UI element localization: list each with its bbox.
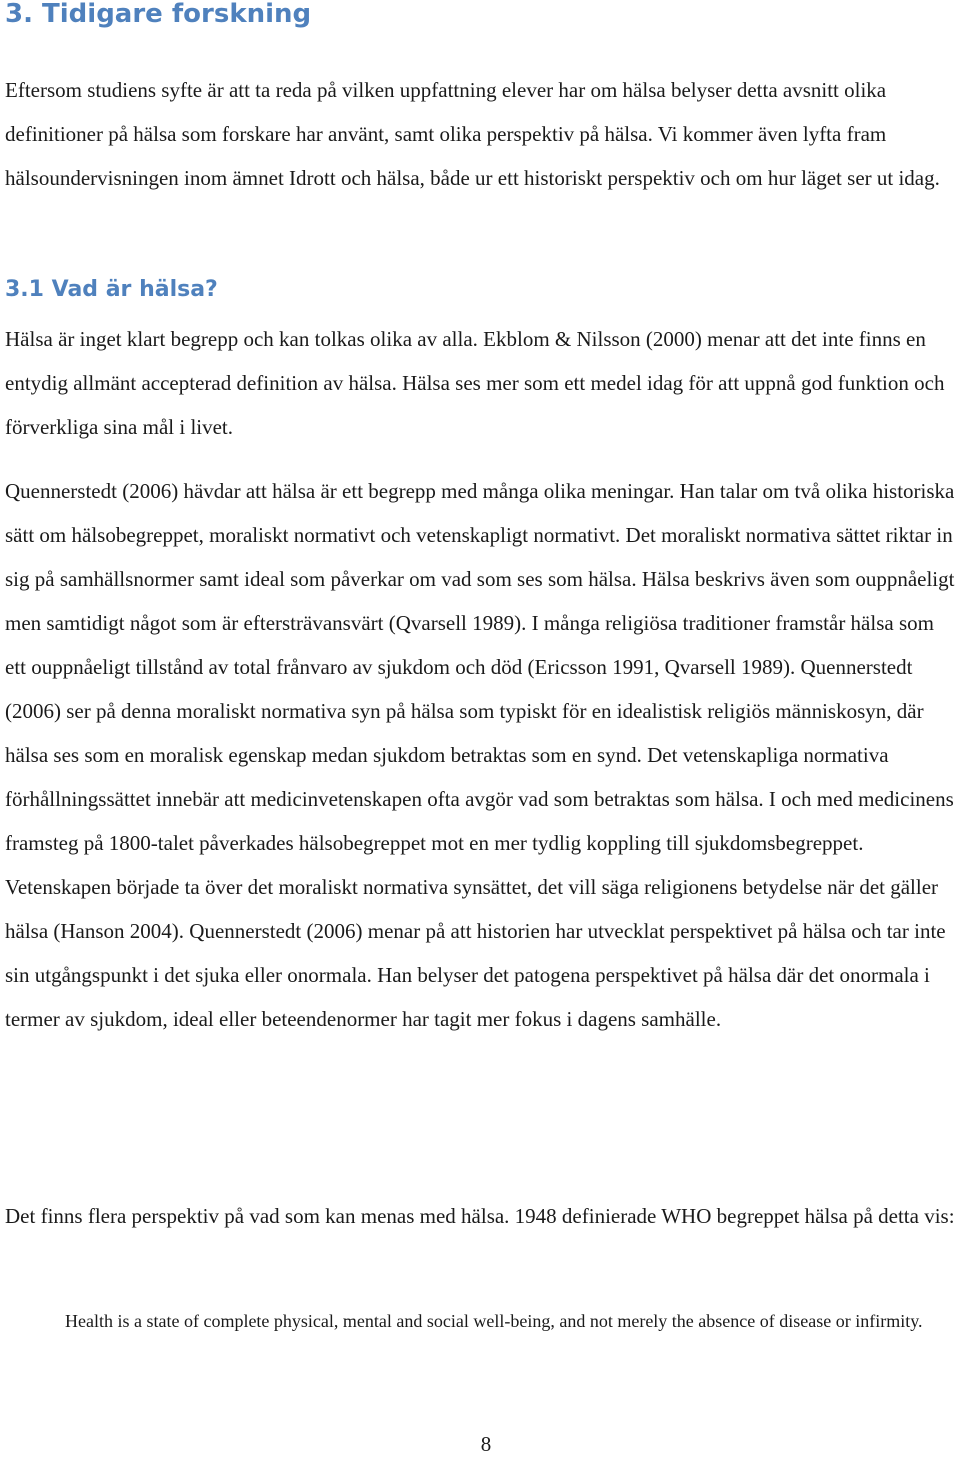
subsection-heading: 3.1 Vad är hälsa? — [5, 277, 218, 302]
page-number: 8 — [480, 1432, 492, 1456]
body-paragraph: Hälsa är inget klart begrepp och kan tolkas olika av alla. Ekblom & Nilsson (2000) menar att det inte finns en entydig allmänt accepterad definition av hälsa. Hälsa ses mer som ett medel idag för att uppnå god funktion och förverkliga sina mål i livet. — [5, 327, 945, 439]
block-quote: Health is a state of complete physical, mental and social well-being, and not merely the absence of disease or infirmity. — [65, 1311, 923, 1331]
body-paragraph: Quennerstedt (2006) hävdar att hälsa är ett begrepp med många olika meningar. Han talar om två olika historiska sätt om hälsobegreppet, moraliskt normativt och vetenskapligt normativt. Det moraliskt normativa sättet riktar in sig på samhällsnormer samt ideal som påverkar om vad som ses som hälsa. Hälsa beskrivs även som ouppnåeligt men samtidigt något som är eftersträvansvärt (Qvarsell 1989). I många religiösa traditioner framstår hälsa som ett ouppnåeligt tillstånd av total frånvaro av sjukdom och död (Ericsson 1991, Qvarsell 1989). Quennerstedt (2006) ser på denna moraliskt normativa syn på hälsa som typiskt för en idealistisk religiös människosyn, där hälsa ses som en moralisk egenskap medan sjukdom betraktas som en synd. Det vetenskapliga normativa förhållningssättet innebär att medicinvetenskapen ofta avgör vad som betraktas som hälsa. I och med medicinens framsteg på 1800-talet påverkades hälsobegreppet mot en mer tydlig koppling till sjukdomsbegreppet. Vetenskapen började ta över det moraliskt normativa synsättet, det vill säga religionens betydelse när det gäller hälsa (Hanson 2004). Quennerstedt (2006) menar på att historien har utvecklat perspektivet på hälsa och tar inte sin utgångspunkt i det sjuka eller onormala. Han belyser det patogena perspektivet på hälsa där det onormala i termer av sjukdom, ideal eller beteendenormer har tagit mer fokus i dagens samhälle. — [5, 479, 955, 1031]
intro-paragraph: Eftersom studiens syfte är att ta reda på vilken uppfattning elever har om hälsa belyser detta avsnitt olika definitioner på hälsa som forskare har använt, samt olika perspektiv på hälsa. Vi kommer även lyfta fram hälsoundervisningen inom ämnet Idrott och hälsa, både ur ett historiskt perspektiv och om hur läget ser ut idag. — [5, 78, 940, 190]
body-paragraph: Det finns flera perspektiv på vad som kan menas med hälsa. 1948 definierade WHO begreppet hälsa på detta vis: — [5, 1204, 955, 1228]
section-heading: 3. Tidigare forskning — [5, 0, 312, 29]
